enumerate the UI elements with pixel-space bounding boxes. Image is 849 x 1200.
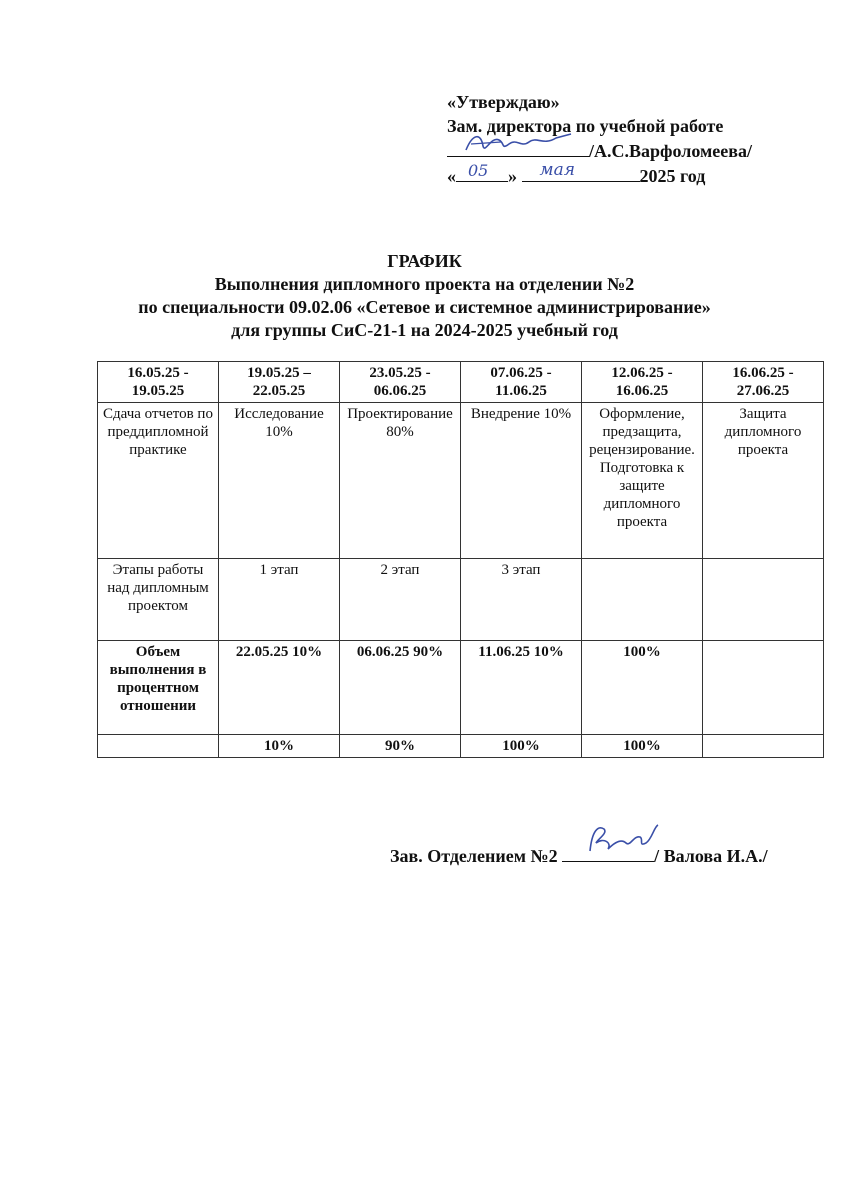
approval-date-line <box>447 160 827 188</box>
document-subtitle-1: Выполнения дипломного проекта на отделении №2 <box>214 274 635 294</box>
table-header-row <box>98 362 824 403</box>
table-cell: 1 этап <box>219 559 340 641</box>
approval-position: Зам. директора по учебной работе <box>447 116 724 136</box>
approver-name: /А.С.Варфоломеева/ <box>589 141 752 161</box>
table-cell: Защита дипломного проекта <box>703 403 824 559</box>
head-position: Зав. Отделением №2 <box>390 846 558 866</box>
table-row <box>98 641 824 735</box>
table-cell: Исследование 10% <box>219 403 340 559</box>
document-title-block <box>0 250 849 342</box>
table-cell: 100% <box>582 735 703 758</box>
table-cell: 16.06.25 - 27.06.25 <box>703 362 824 403</box>
table-cell: Этапы работы над дипломным проектом <box>98 559 219 641</box>
table-cell: Проектирование 80% <box>340 403 461 559</box>
handwritten-day: 05 <box>468 161 489 180</box>
table-cell <box>703 735 824 758</box>
approval-year: 2025 год <box>639 166 706 186</box>
approval-block <box>447 90 827 188</box>
table-cell: Объем выполнения в процентном отношении <box>98 641 219 735</box>
document-heading: ГРАФИК <box>387 251 462 271</box>
table-cell <box>703 559 824 641</box>
table-row <box>98 559 824 641</box>
table-cell <box>703 641 824 735</box>
document-subtitle-2: по специальности 09.02.06 «Сетевое и системное администрирование» <box>138 297 711 317</box>
table-cell: Сдача отчетов по преддипломной практике <box>98 403 219 559</box>
document-subtitle-3: для группы СиС-21-1 на 2024-2025 учебный год <box>231 320 618 340</box>
table-cell: 07.06.25 - 11.06.25 <box>461 362 582 403</box>
signature-blank <box>447 138 589 157</box>
table-cell: 12.06.25 - 16.06.25 <box>582 362 703 403</box>
schedule-table <box>97 361 824 758</box>
table-cell: Внедрение 10% <box>461 403 582 559</box>
department-head-signature <box>390 843 820 867</box>
table-cell: 19.05.25 – 22.05.25 <box>219 362 340 403</box>
table-cell: 23.05.25 - 06.06.25 <box>340 362 461 403</box>
head-name: / Валова И.А./ <box>654 846 768 866</box>
quote-close: » <box>508 166 517 186</box>
quote-open: « <box>447 166 456 186</box>
table-cell: 90% <box>340 735 461 758</box>
table-cell: Оформление, предзащита, рецензирование. Подготовка к защите дипломного проекта <box>582 403 703 559</box>
table-cell <box>98 735 219 758</box>
handwritten-month: мая <box>539 160 575 180</box>
table-cell: 10% <box>219 735 340 758</box>
handwritten-signature <box>582 821 672 857</box>
table-cell: 16.05.25 - 19.05.25 <box>98 362 219 403</box>
approval-signature-line <box>447 138 827 163</box>
table-cell: 100% <box>582 641 703 735</box>
month-blank <box>522 160 640 182</box>
head-signature-blank <box>562 843 654 862</box>
table-row <box>98 403 824 559</box>
handwritten-signature <box>461 128 581 158</box>
table-row <box>98 735 824 758</box>
day-blank <box>456 163 508 182</box>
table-cell: 100% <box>461 735 582 758</box>
table-cell: 11.06.25 10% <box>461 641 582 735</box>
table-cell: 3 этап <box>461 559 582 641</box>
table-cell: 06.06.25 90% <box>340 641 461 735</box>
table-cell <box>582 559 703 641</box>
table-cell: 22.05.25 10% <box>219 641 340 735</box>
table-cell: 2 этап <box>340 559 461 641</box>
approval-title: «Утверждаю» <box>447 92 560 112</box>
